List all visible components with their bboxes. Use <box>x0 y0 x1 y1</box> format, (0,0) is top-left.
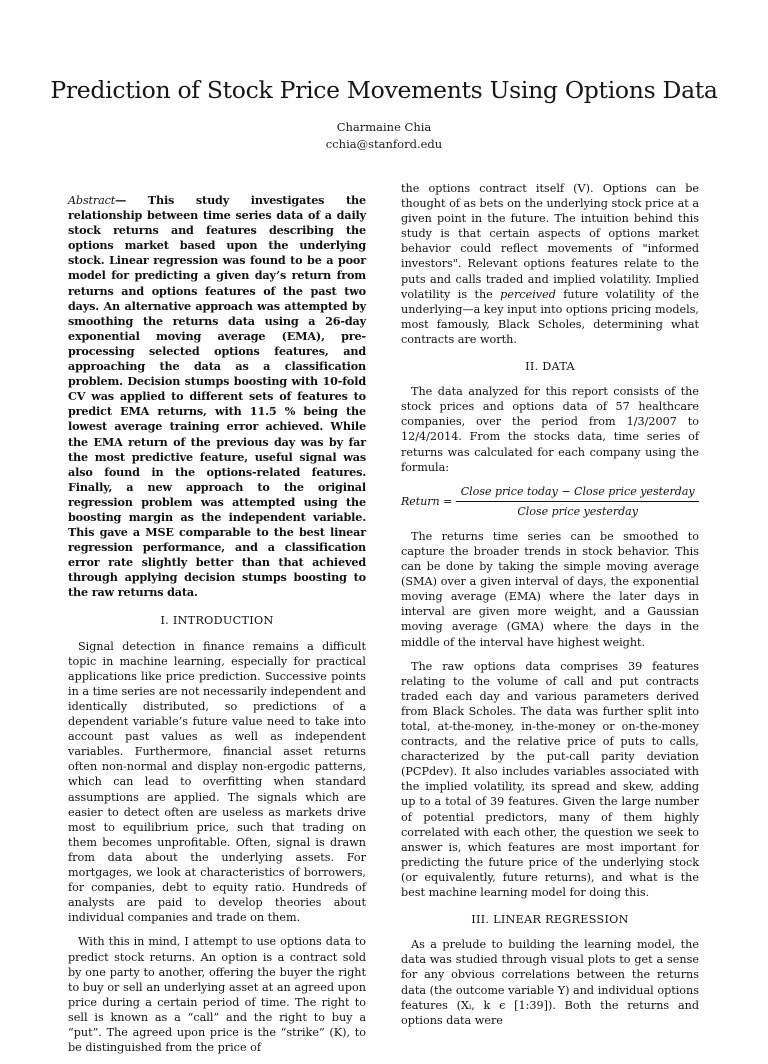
paper-title: Prediction of Stock Price Movements Using Options Data <box>50 76 718 104</box>
right-column <box>401 181 699 1037</box>
perceived-emphasis: perceived <box>500 287 556 301</box>
abstract-dash: — <box>115 193 127 207</box>
data-paragraph-2: The returns time series can be smoothed to capture the broader trends in stock behavior. This can be done by taking the simple moving average (SMA) over a given interval of days, the exponential moving average (EMA) where the later days in interval are given more weight, and a Gaussian moving average (GMA) where the days in the middle of the interval have highest weight. <box>401 529 699 649</box>
intro-paragraph-3-start: the options contract itself (V). Options can be thought of as bets on the underlying stock price at a given point in the future. The intuition behind this study is that certain aspects of options market behavior could reflect movements of "informed investors". Relevant options features relate to the puts and calls traded and implied volatility. Implied volatility is the <box>401 182 699 301</box>
data-paragraph-3: The raw options data comprises 39 features relating to the volume of call and put contracts traded each day and various parameters derived from Black Scholes. The data was further split into total, at-the-money, in-the-money or on-the-money contracts, and the relative price of puts to calls, characterized by the put-call parity deviation (PCPdev). It also includes variables associated with the implied volatility, its spread and skew, adding up to a total of 39 features. Given the large number of potential predictors, many of them highly correlated with each other, the question we seek to answer is, which features are most important for predicting the future price of the underlying stock (or equivalently, future returns), and what is the best machine learning model for doing this. <box>401 659 699 900</box>
return-equation <box>401 484 699 519</box>
data-paragraph-1: The data analyzed for this report consists of the stock prices and options data of 57 healthcare companies, over the period from 1/3/2007 to 12/4/2014. From the stocks data, time series of returns was calculated for each company using the formula: <box>401 385 699 474</box>
section-heading-linear-regression: III. LINEAR REGRESSION <box>471 913 629 927</box>
intro-paragraph-1: Signal detection in finance remains a difficult topic in machine learning, especially for practical applications like price prediction. Successive points in a time series are not necessarily independent and identically distributed, so predictions of a dependent variable’s future value need to take into account past values as well as independent variables. Furthermore, financial asset returns often non-normal and display non-ergodic patterns, which can lead to overfitting when standard assumptions are applied. The signals which are easier to detect often are useless as markets drive most to equilibrium price, such that trading on them becomes unprofitable. Often, signal is drawn from data about the underlying assets. For mortgages, we look at characteristics of borrowers, for companies, debt to equity ratio. Hundreds of analysts are paid to develop theories about individual companies and trade on them. <box>68 639 366 925</box>
author-email: cchia@stanford.edu <box>325 137 443 151</box>
equation-denominator: Close price yesterday <box>456 501 699 519</box>
section-heading-data: II. DATA <box>525 360 575 374</box>
abstract-paragraph <box>68 193 366 601</box>
section-heading-introduction: I. INTRODUCTION <box>160 613 274 627</box>
abstract-label: Abstract <box>68 194 116 207</box>
intro-paragraph-2: With this in mind, I attempt to use options data to predict stock returns. An option is a contract sold by one party to another, offering the buyer the right to buy or sell an underlying asset at an agreed upon price during a certain period of time. The right to sell is known as a “call” and the right to buy a “put”. The agreed upon price is the “strike” (K), to be distinguished from the price of <box>68 935 366 1055</box>
intro-paragraph-3 <box>401 181 699 347</box>
regression-paragraph-1: As a prelude to building the learning model, the data was studied through visual plots to get a sense for any obvious correlations between the returns data (the outcome variable Y) and individual options features (Xᵢ, k ϵ [1:39]). Both the returns and options data were <box>401 938 699 1027</box>
equation-fraction <box>456 484 699 519</box>
equation-lhs: Return = <box>401 494 453 508</box>
intro-paragraph-3-end: future volatility of the underlying—a key input into options pricing models, most famously, Black Scholes, determining what contracts are worth. <box>401 287 699 346</box>
left-column <box>68 193 366 1064</box>
equation-numerator: Close price today − Close price yesterday <box>460 484 695 498</box>
author-name: Charmaine Chia <box>336 120 432 134</box>
abstract-text: This study investigates the relationship between time series data of a daily stock returns and features describing the options market based upon the underlying stock. Linear regression was found to be a poor model for predicting a given day’s return from returns and options features of the past two days. An alternative approach was attempted by smoothing the returns data using a 26-day exponential moving average (EMA), pre-processing selected options features, and approaching the data as a classification problem. Decision stumps boosting with 10-fold CV was applied to different sets of features to predict EMA returns, with 11.5 % being the lowest average training error achieved. While the EMA return of the previous day was by far the most predictive feature, useful signal was also found in the options-related features. Finally, a new approach to the original regression problem was attempted using the boosting margin as the independent variable. This gave a MSE comparable to the best linear regression performance, and a classification error rate slightly better than that achieved through applying decision stumps boosting to the raw returns data. <box>68 193 366 600</box>
